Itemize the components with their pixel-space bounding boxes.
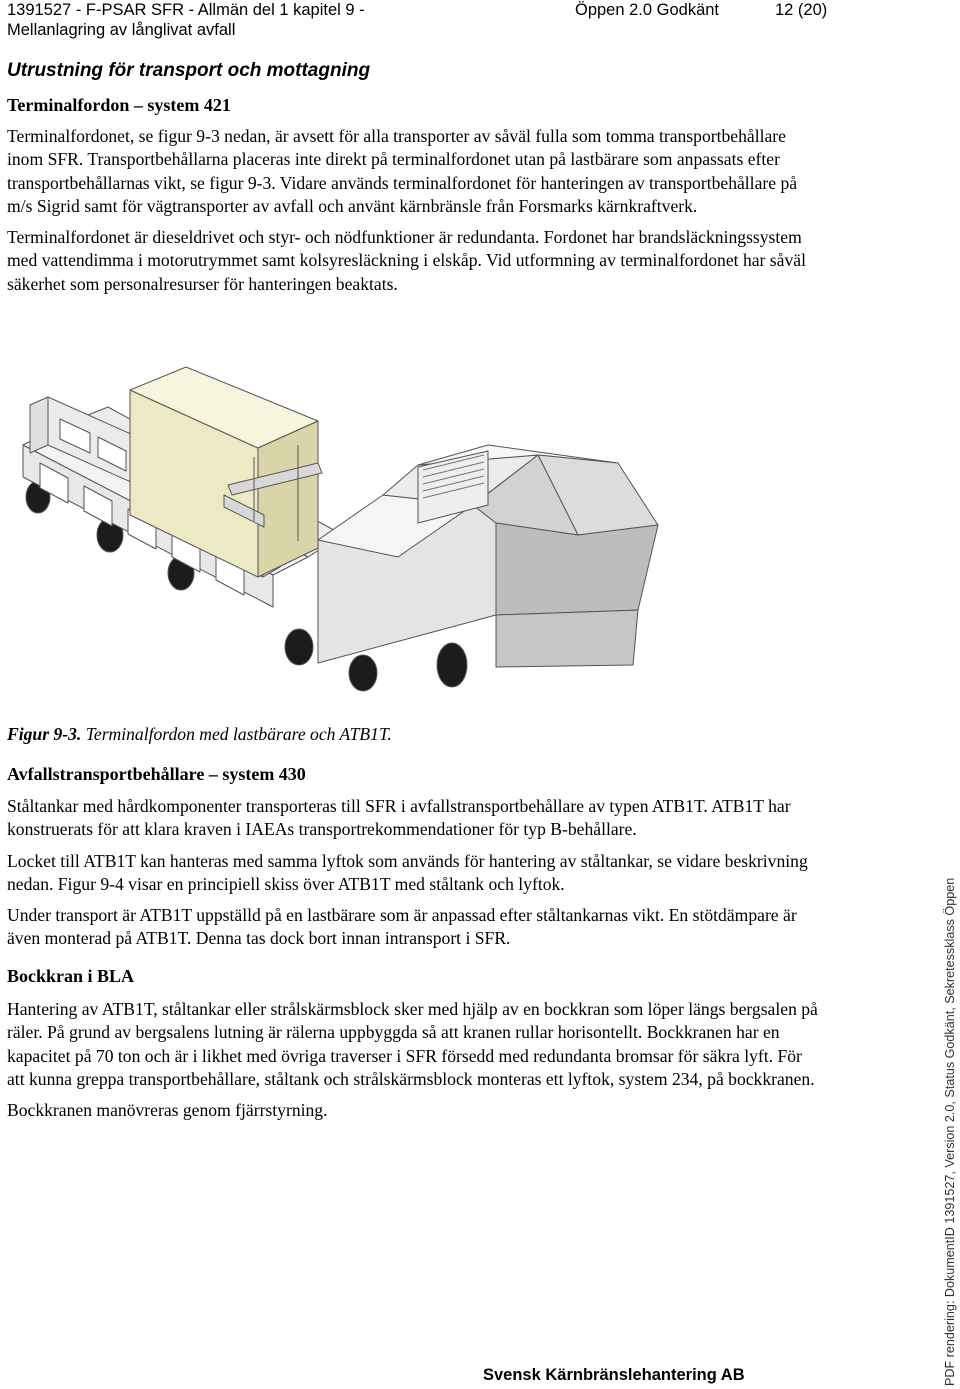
truck-cab — [318, 445, 658, 667]
header-document-title — [7, 0, 365, 40]
bla-paragraph-2: Bockkranen manövreras genom fjärrstyrning. — [7, 1100, 328, 1121]
atb-heading: Avfallstransportbehållare – system 430 — [7, 764, 306, 784]
atb-text — [7, 795, 822, 951]
header-page-number: 12 (20) — [775, 1, 828, 19]
front-wheel — [437, 643, 467, 687]
header-title-line-2: Mellanlagring av långlivat avfall — [7, 21, 236, 39]
terminal-paragraph-2: Terminalfordonet är dieseldrivet och styr- och nödfunktioner är redundanta. Fordonet har brandsläckningssystem med vattendimma i motorutrymmet samt kolsyresläckning i elskåp. Vid utformning av terminalfordonet har såväl säkerhet som personalresurser för hanteringen beaktats. — [7, 227, 806, 294]
bla-paragraph-1: Hantering av ATB1T, ståltankar eller strålskärmsblock sker med hjälp av en bockkran som löper längs bergsalen på räler. På grund av bergsalens lutning är rälerna uppbyggda så att kranen rullar horisontellt. Bockkranen har en kapacitet på 70 ton och är i likhet med övriga traverser i SFR försedd med redundanta bromsar för säkra lyft. För att kunna greppa transportbehållare, ståltank och strålskärmsblock monteras ett lyftok, system 234, på bockkranen. — [7, 999, 818, 1089]
atb-paragraph-1: Ståltankar med hårdkomponenter transporteras till SFR i avfallstransportbehållare av typen ATB1T. ATB1T har konstruerats för att klara kraven i IAEAs transportrekommendationer för typ B-behållare. — [7, 796, 791, 840]
bla-heading: Bockkran i BLA — [7, 966, 135, 986]
terminal-vehicle-figure — [18, 345, 798, 715]
section-title: Utrustning för transport och mottagning — [7, 60, 371, 81]
terminal-heading: Terminalfordon – system 421 — [7, 95, 231, 115]
header-title-line-1: 1391527 - F-PSAR SFR - Allmän del 1 kapitel 9 - — [7, 1, 365, 19]
header-status: Öppen 2.0 Godkänt — [575, 1, 720, 19]
figure-label: Figur 9-3. — [7, 724, 82, 744]
side-rendering-info: PDF rendering: DokumentID 1391527, Version 2.0, Status Godkänt, Sekretessklass Öppen — [943, 877, 957, 1386]
bla-text — [7, 998, 822, 1122]
terminal-text — [7, 125, 822, 296]
figure-caption-text: Terminalfordon med lastbärare och ATB1T. — [81, 724, 392, 744]
figure-caption — [7, 724, 392, 745]
atb-paragraph-3: Under transport är ATB1T uppställd på en lastbärare som är anpassad efter ståltankarnas vikt. En stötdämpare är även monterad på ATB1T. Denna tas dock bort innan intransport i SFR. — [7, 905, 797, 949]
terminal-paragraph-1: Terminalfordonet, se figur 9-3 nedan, är avsett för alla transporter av såväl fulla som tomma transportbehållare inom SFR. Transportbehållarna placeras inte direkt på terminalfordonet utan på lastbärare som anpassats efter transportbehållarnas vikt, se figur 9-3. Vidare används terminalfordonet för hanteringen av transportbehållare på m/s Sigrid samt för vägtransporter av avfall och använt kärnbränsle från Forsmarks kärnkraftverk. — [7, 126, 798, 216]
page-header — [7, 0, 947, 40]
footer-company: Svensk Kärnbränslehantering AB — [483, 1366, 745, 1384]
wheel — [285, 629, 313, 665]
atb-paragraph-2: Locket till ATB1T kan hanteras med samma lyftok som används för hantering av ståltankar, se vidare beskrivning nedan. Figur 9-4 visar en principiell skiss över ATB1T med ståltank och lyftok. — [7, 850, 808, 894]
wheel — [349, 655, 377, 691]
